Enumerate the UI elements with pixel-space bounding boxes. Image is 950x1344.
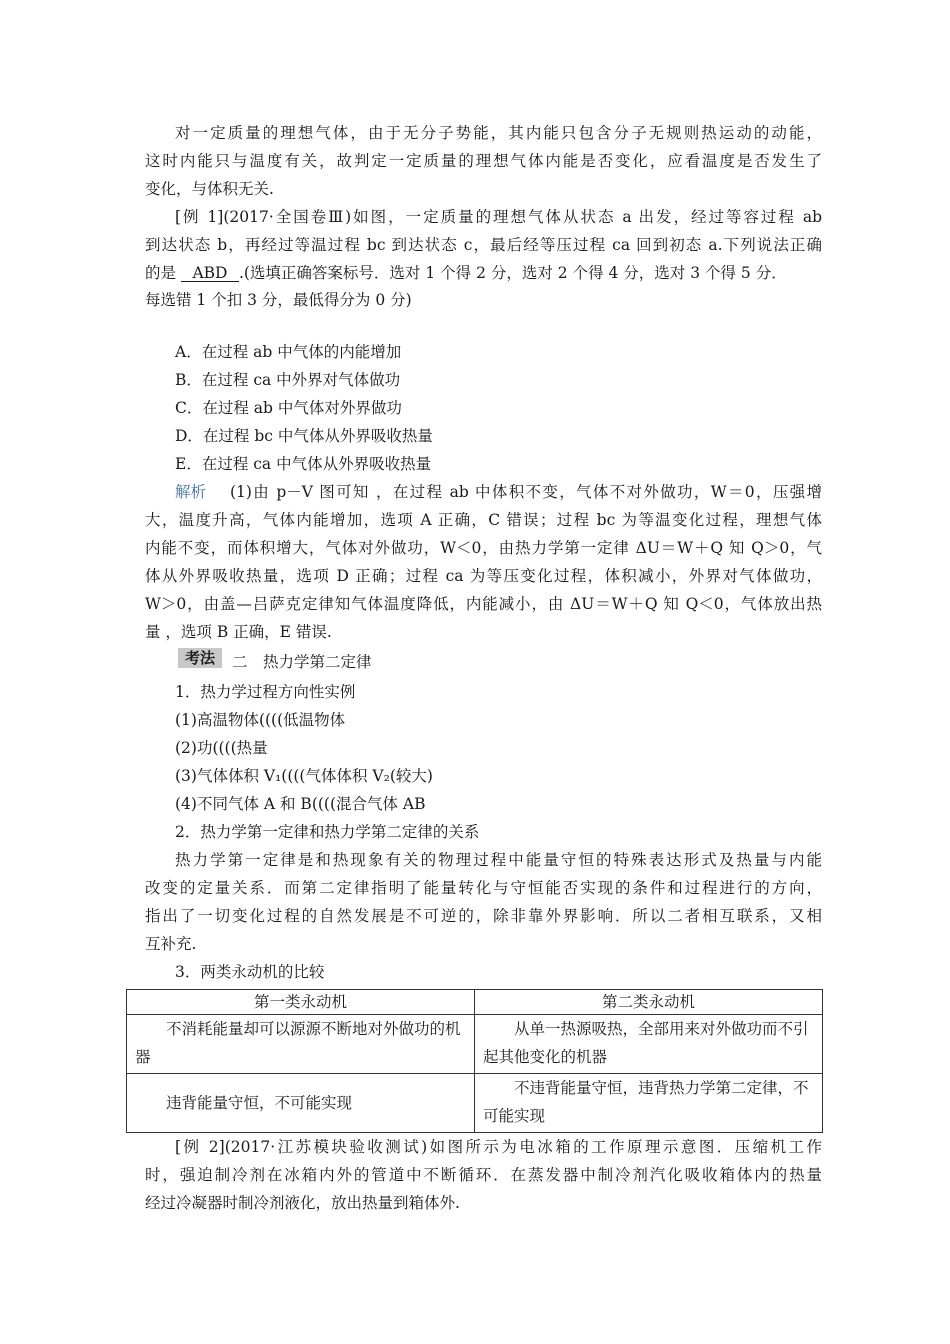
example1-line: [例 1](2017·全国卷Ⅲ)如图，一定质量的理想气体从状态 a 出发，经过等容过程 ab <box>175 208 822 226</box>
option-b: B．在过程 ca 中外界对气体做功 <box>175 371 401 389</box>
analysis-line: W＞0，由盖—吕萨克定律知气体温度降低，内能减小，由 ΔU＝W＋Q 知 Q＜0，气体放出热 <box>145 595 822 613</box>
cell-text: 不消耗能量却可以源源不断地对外做功的机器 <box>135 1020 461 1066</box>
cell-text: 从单一热源吸热，全部用来对外做功而不引起其他变化的机器 <box>483 1020 809 1066</box>
analysis-line: 体从外界吸收热量，选项 D 正确；过程 ca 为等压变化过程，体积减小，外界对气体做功， <box>145 567 822 585</box>
table-header: 第二类永动机 <box>475 990 823 1015</box>
example2-line: 经过冷凝器时制冷剂液化，放出热量到箱体外. <box>145 1194 460 1212</box>
example1-line: 每选错 1 个扣 3 分，最低得分为 0 分) <box>145 291 412 309</box>
table-cell <box>475 1015 823 1074</box>
table-cell <box>127 1015 475 1074</box>
example1-instructions: .(选填正确答案标号．选对 1 个得 2 分，选对 2 个得 4 分，选对 3 个得 5 分． <box>238 264 787 282</box>
table-header-row <box>127 990 823 1015</box>
example2-line: 时，强迫制冷剂在冰箱内外的管道中不断循环．在蒸发器中制冷剂汽化吸收箱体内的热量 <box>145 1166 822 1184</box>
answer-blank: ABD <box>181 265 239 282</box>
option-e: E．在过程 ca 中气体从外界吸收热量 <box>175 455 432 473</box>
example1-line: 到达状态 b，再经过等温过程 bc 到达状态 c，最后经等压过程 ca 回到初态 a.下列说法正确 <box>145 236 822 254</box>
paragraph-line: 互补充. <box>145 935 197 953</box>
cell-text: 违背能量守恒，不可能实现 <box>166 1094 353 1112</box>
cell-text: 不违背能量守恒，违背热力学第二定律，不可能实现 <box>483 1079 809 1125</box>
intro-line: 这时内能只与温度有关，故判定一定质量的理想气体内能是否变化，应看温度是否发生了 <box>145 152 822 170</box>
list-item: (1)高温物体((((低温物体 <box>175 711 346 729</box>
list-item: (4)不同气体 A 和 B((((混合气体 AB <box>175 795 426 813</box>
analysis-line: 量 ，选项 B 正确，E 错误. <box>145 623 332 641</box>
example2-line: [例 2](2017·江苏模块验收测试)如图所示为电冰箱的工作原理示意图．压缩机工作 <box>175 1138 822 1156</box>
example1-line <box>145 263 787 283</box>
paragraph-line: 指出了一切变化过程的自然发展是不可逆的，除非靠外界影响．所以二者相互联系，又相 <box>145 907 822 925</box>
list-item: (2)功((((热量 <box>175 739 268 757</box>
subheading: 3．两类永动机的比较 <box>175 963 325 981</box>
analysis-line: 大，温度升高，气体内能增加，选项 A 正确，C 错误；过程 bc 为等温变化过程，理想气体 <box>145 511 822 529</box>
section-title: 二 热力学第二定律 <box>232 653 372 671</box>
table-cell <box>127 1074 475 1133</box>
subheading: 2．热力学第一定律和热力学第二定律的关系 <box>175 823 480 841</box>
subheading: 1．热力学过程方向性实例 <box>175 683 356 701</box>
intro-line: 变化，与体积无关. <box>145 180 274 198</box>
analysis-line: 内能不变，而体积增大，气体对外做功，W＜0，由热力学第一定律 ΔU＝W＋Q 知 Q＞0，气 <box>145 539 822 557</box>
table-cell <box>475 1074 823 1133</box>
list-item: (3)气体体积 V₁((((气体体积 V₂(较大) <box>175 767 433 785</box>
intro-line: 对一定质量的理想气体，由于无分子势能，其内能只包含分子无规则热运动的动能， <box>175 124 822 142</box>
analysis-label: 解析 <box>175 483 207 501</box>
comparison-table <box>126 989 823 1133</box>
table-header: 第一类永动机 <box>127 990 475 1015</box>
section-tag: 考法 <box>178 648 222 668</box>
option-d: D．在过程 bc 中气体从外界吸收热量 <box>175 427 433 445</box>
paragraph-line: 热力学第一定律是和热现象有关的物理过程中能量守恒的特殊表达形式及热量与内能 <box>175 851 822 869</box>
option-c: C．在过程 ab 中气体对外界做功 <box>175 399 402 417</box>
table-row <box>127 1074 823 1133</box>
table-row <box>127 1015 823 1074</box>
option-a: A．在过程 ab 中气体的内能增加 <box>175 343 402 361</box>
paragraph-line: 改变的定量关系．而第二定律指明了能量转化与守恒能否实现的条件和过程进行的方向， <box>145 879 822 897</box>
example1-prefix: 的是 <box>145 264 177 282</box>
analysis-line: (1)由 p－V 图可知 ，在过程 ab 中体积不变，气体不对外做功，W＝0，压强增 <box>230 483 822 501</box>
